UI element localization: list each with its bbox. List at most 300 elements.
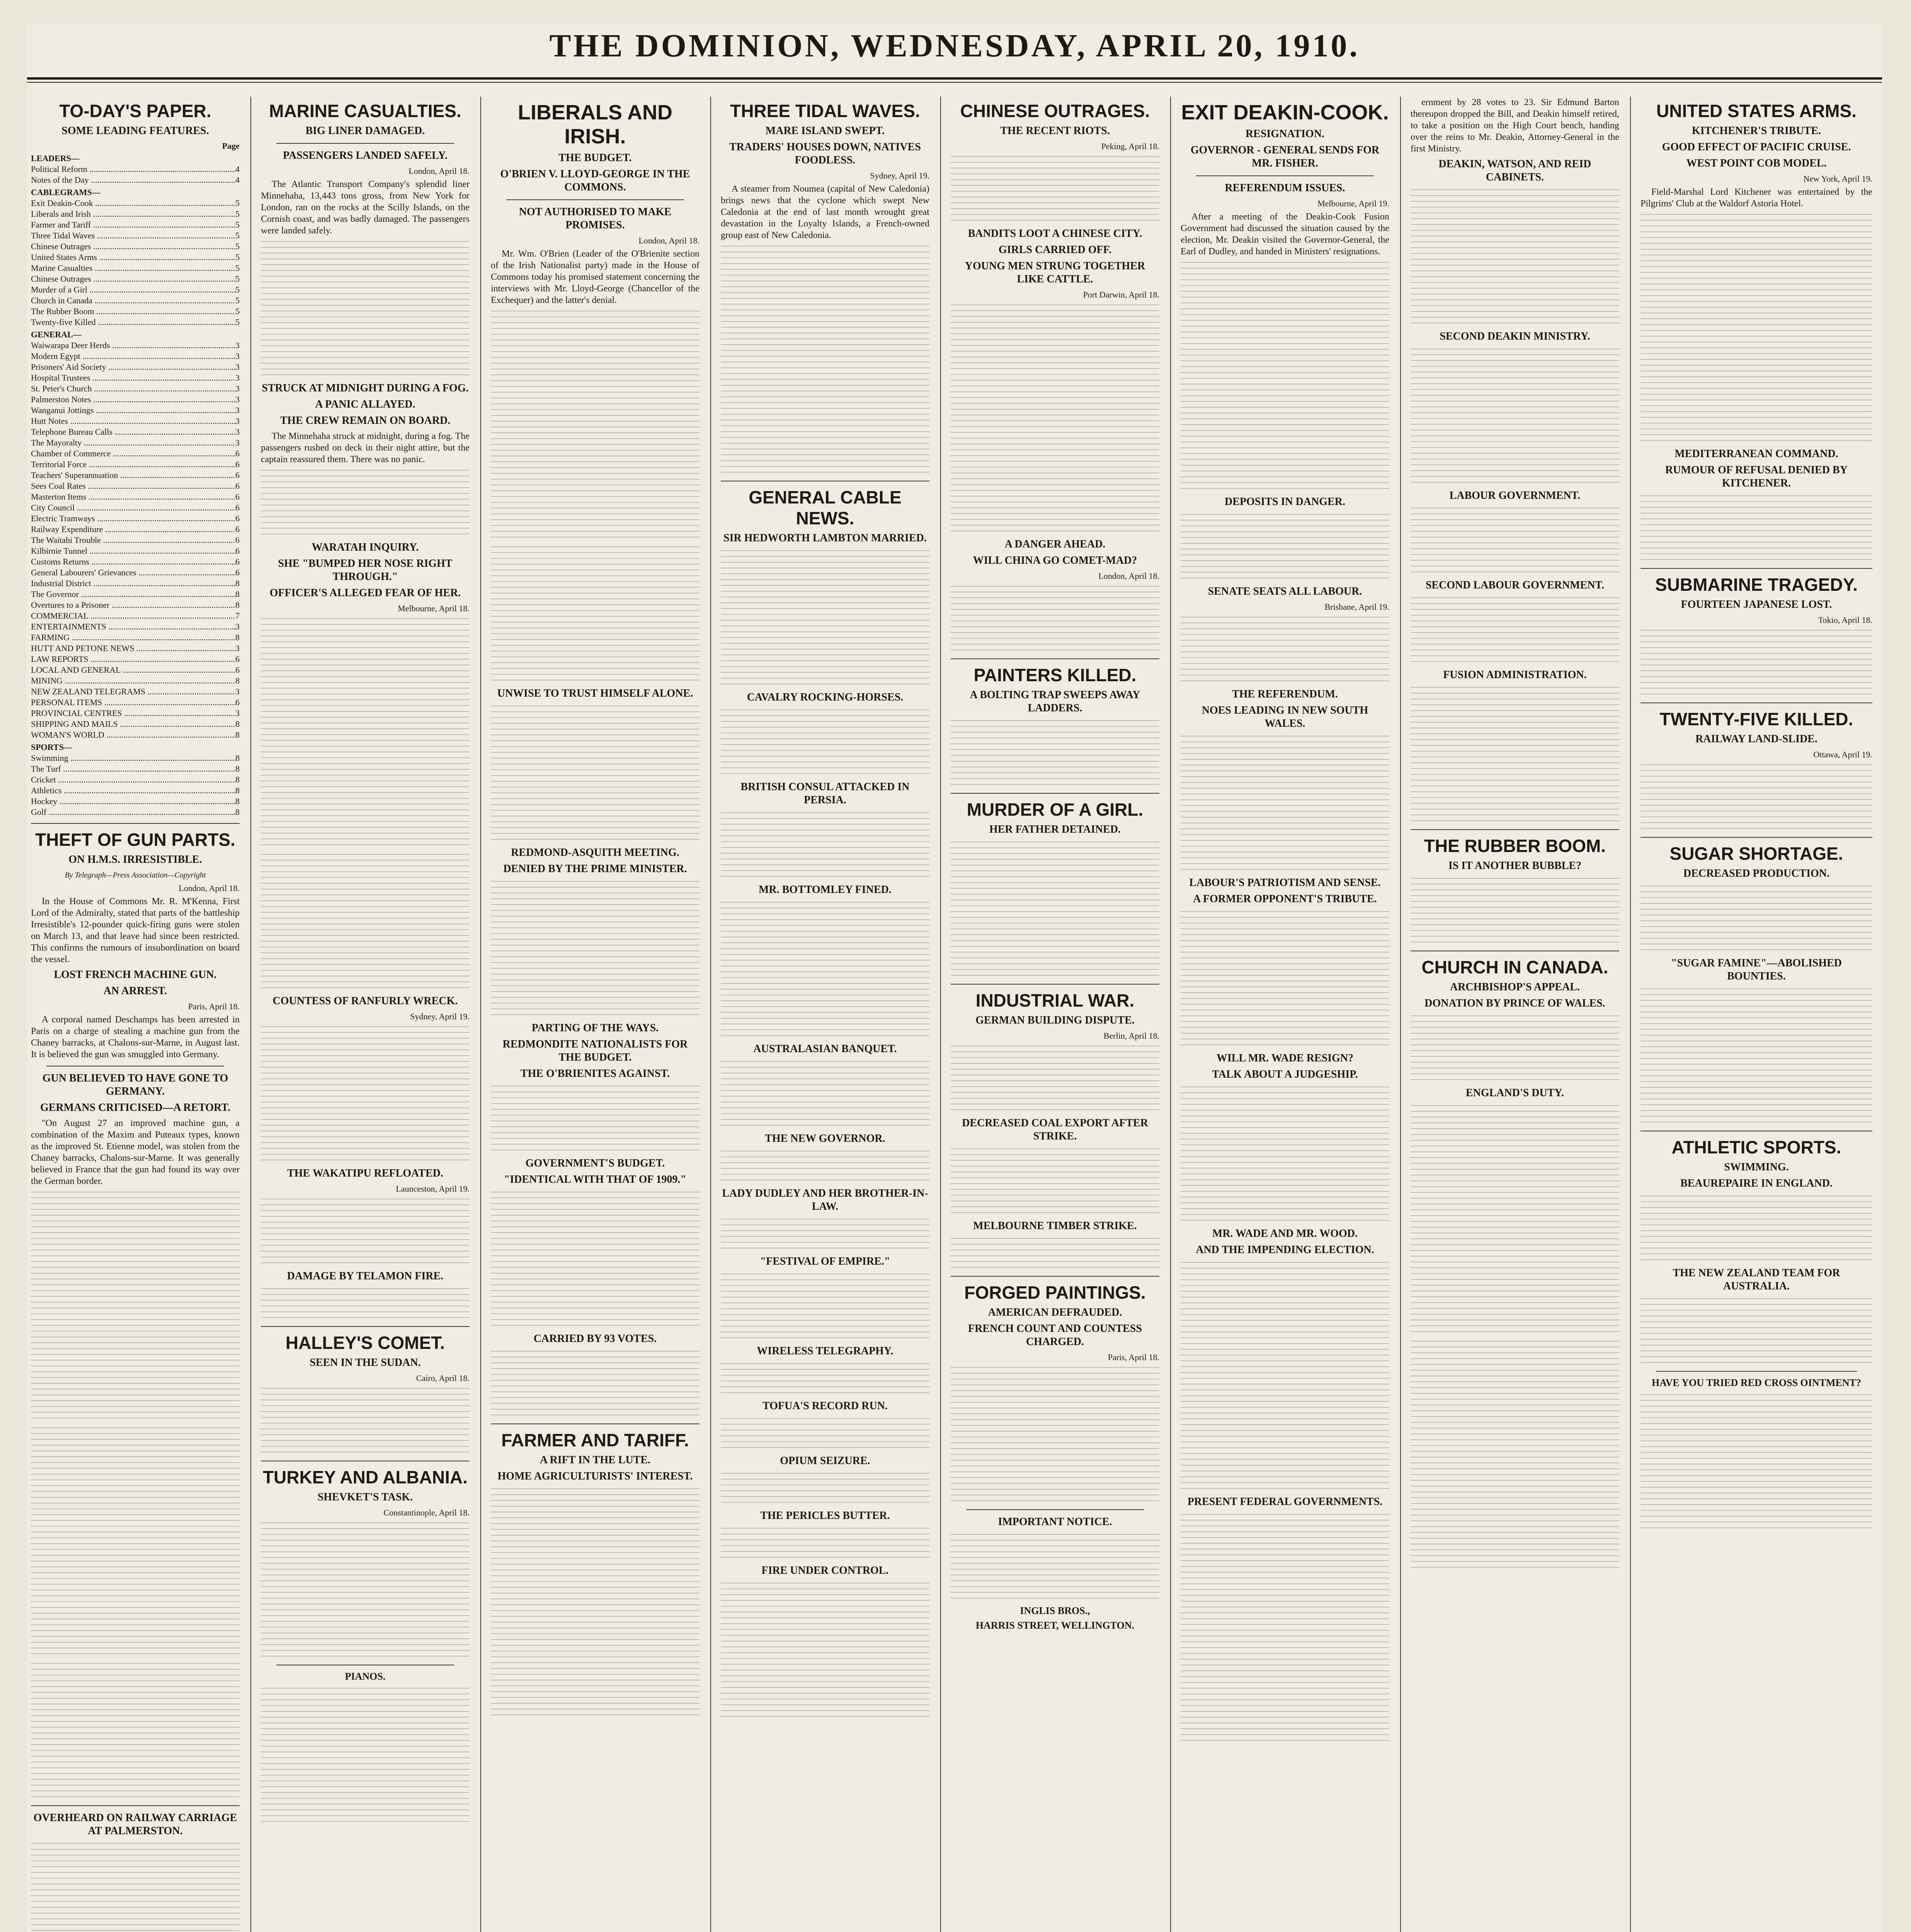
body-text (261, 239, 470, 378)
body-text (1411, 505, 1619, 575)
divider (31, 1805, 240, 1806)
toc-entry-page: 7 (235, 611, 240, 621)
toc-entry-title: Modern Egypt ..... (31, 351, 235, 362)
subhead: DEAKIN, WATSON, AND REID CABINETS. (1438, 158, 1591, 183)
toc-entry (31, 546, 240, 556)
headline: INDUSTRIAL WAR. (975, 990, 1135, 1010)
toc-entry-page: 6 (235, 449, 240, 458)
subhead: TOFUA'S RECORD RUN. (762, 1400, 888, 1412)
toc-entry-title: City Council ..... (31, 502, 235, 513)
body-text (1411, 187, 1619, 326)
subhead: MARE ISLAND SWEPT. (765, 125, 885, 137)
toc-entry (31, 719, 240, 730)
subhead: FUSION ADMINISTRATION. (1443, 669, 1587, 681)
paragraph: A corporal named Deschamps has been arrested in Paris on a charge of stealing a machine gun from the Chaney barracks, at Chalons-sur-Marne, in August last. It is believed the gun was smuggled into Germany. (31, 1015, 240, 1060)
subhead: WILL MR. WADE RESIGN? (1216, 1052, 1354, 1064)
body-text (951, 839, 1159, 978)
subhead: AND THE IMPENDING ELECTION. (1196, 1244, 1374, 1256)
toc-entry-title: Liberals and Irish ..... (31, 209, 235, 219)
subhead: IS IT ANOTHER BUBBLE? (1448, 860, 1582, 872)
advert-name: INGLIS BROS., (1020, 1605, 1090, 1616)
toc-entry-page: 5 (235, 263, 240, 273)
toc-entry (31, 340, 240, 351)
headline: THEFT OF GUN PARTS. (35, 830, 235, 850)
body-text (1640, 212, 1872, 444)
toc-entry-title: PERSONAL ITEMS ..... (31, 697, 235, 708)
subhead: CAVALRY ROCKING-HORSES. (747, 691, 904, 703)
toc-entry (31, 513, 240, 524)
toc-entry (31, 372, 240, 383)
toc-entry-page: 5 (235, 285, 240, 294)
headline: MURDER OF A GIRL. (967, 799, 1144, 820)
subhead: FIRE UNDER CONTROL. (761, 1565, 889, 1577)
toc-entry (31, 611, 240, 621)
subhead: A RIFT IN THE LUTE. (539, 1454, 651, 1466)
subhead: GERMAN BUILDING DISPUTE. (975, 1014, 1135, 1026)
toc-entry-title: Hutt Notes ..... (31, 416, 235, 427)
toc-entry-title: Farmer and Tariff ..... (31, 219, 235, 230)
toc-entry (31, 708, 240, 719)
dateline: Launceston, April 19. (396, 1184, 470, 1194)
headline: TO-DAY'S PAPER. (59, 101, 211, 121)
paragraph: The Atlantic Transport Company's splendid liner Minnehaha, 13,443 tons gross, from New York for London, ran on the rocks at the Scilly Islands, on the Cornish coast, and was badly damaged. The passengers were landed safely. (261, 179, 470, 236)
body-text (1640, 493, 1872, 563)
toc-entry-page: 8 (235, 753, 240, 763)
toc-entry (31, 470, 240, 481)
toc-entry-title: Church in Canada ..... (31, 295, 235, 306)
advert-text (1640, 1392, 1872, 1531)
column-rule (710, 97, 711, 1932)
toc-entry-title: Notes of the Day ..... (31, 175, 235, 185)
body-text (721, 1471, 929, 1505)
subhead: PARTING OF THE WAYS. (531, 1022, 659, 1034)
body-text (1411, 876, 1619, 945)
toc-entry (31, 274, 240, 284)
toc-entry-page: 3 (235, 438, 240, 447)
body-text (491, 1349, 699, 1418)
toc-entry-page: 3 (235, 384, 240, 393)
toc-entry-title: St. Peter's Church ..... (31, 383, 235, 394)
body-text (491, 879, 699, 1018)
toc-entry-title: The Mayoralty ..... (31, 437, 235, 448)
subhead: SECOND LABOUR GOVERNMENT. (1425, 579, 1605, 591)
subhead: "IDENTICAL WITH THAT OF 1909." (504, 1173, 687, 1185)
subhead: TRADERS' HOUSES DOWN, NATIVES FOODLESS. (729, 141, 921, 166)
subhead: MEDITERRANEAN COMMAND. (1674, 448, 1838, 460)
subhead: CARRIED BY 93 VOTES. (533, 1333, 657, 1345)
body-text (721, 243, 929, 475)
column-5 (951, 97, 1159, 1932)
subhead: "FESTIVAL OF EMPIRE." (760, 1255, 890, 1267)
toc-entry-page: 6 (235, 568, 240, 577)
toc-entry-page: 3 (235, 395, 240, 404)
body-text (721, 810, 929, 879)
subhead: AMERICAN DEFRAUDED. (988, 1306, 1122, 1318)
divider (1656, 1371, 1857, 1372)
headline: ATHLETIC SPORTS. (1671, 1137, 1841, 1157)
subhead: DECREASED COAL EXPORT AFTER STRIKE. (962, 1117, 1148, 1142)
subhead: HOME AGRICULTURISTS' INTEREST. (497, 1470, 693, 1482)
toc-entry-page: 3 (235, 340, 240, 350)
dateline: Brisbane, April 19. (1324, 602, 1389, 612)
toc-entry-title: SHIPPING AND MAILS ..... (31, 719, 235, 730)
toc-entry-page: 3 (235, 362, 240, 372)
toc-entry-title: Wanganui Jottings ..... (31, 405, 235, 416)
divider (31, 823, 240, 824)
headline: CHINESE OUTRAGES. (960, 101, 1150, 121)
dateline: Melbourne, April 19. (1317, 199, 1389, 208)
toc-entry-title: Swimming ..... (31, 753, 235, 764)
toc-group-heading: GENERAL— (31, 330, 82, 339)
toc-entry (31, 785, 240, 796)
toc-entry-page: 3 (235, 427, 240, 437)
subhead: WEST POINT COB MODEL. (1686, 157, 1827, 169)
subhead: REDMONDITE NATIONALISTS FOR THE BUDGET. (502, 1038, 688, 1063)
toc-entry (31, 654, 240, 665)
toc-entry (31, 427, 240, 437)
toc-entry-title: General Labourers' Grievances ..... (31, 567, 235, 578)
subhead: THE WAKATIPU REFLOATED. (287, 1167, 443, 1179)
toc-entry (31, 448, 240, 459)
toc-entry (31, 252, 240, 263)
dateline: London, April 18. (179, 883, 240, 893)
toc-entry-page: 6 (235, 459, 240, 469)
column-rule (940, 97, 941, 1932)
subhead: MR. BOTTOMLEY FINED. (759, 884, 892, 896)
toc-entry-page: 6 (235, 492, 240, 502)
advert-heading: PIANOS. (345, 1671, 386, 1682)
divider (951, 1276, 1159, 1277)
column-rule (1400, 97, 1401, 1932)
toc-entry (31, 394, 240, 405)
body-text (31, 1661, 240, 1800)
toc-entry-page: 8 (235, 775, 240, 784)
toc-group-heading: SPORTS— (31, 742, 72, 752)
body-text (491, 1189, 699, 1328)
toc-entry-title: LOCAL AND GENERAL ..... (31, 665, 235, 675)
divider (951, 658, 1159, 659)
subhead: THE NEW GOVERNOR. (765, 1133, 885, 1145)
subhead: ARCHBISHOP'S APPEAL. (1450, 981, 1580, 993)
toc-entry-title: Telephone Bureau Calls ..... (31, 427, 235, 437)
toc-entry (31, 665, 240, 675)
toc-entry (31, 632, 240, 643)
toc-entry-title: MINING ..... (31, 675, 235, 686)
dateline: Paris, April 18. (1108, 1352, 1159, 1362)
divider (1640, 568, 1872, 569)
newspaper-page (27, 23, 1882, 1932)
headline: THE RUBBER BOOM. (1424, 836, 1606, 856)
subhead: DECREASED PRODUCTION. (1683, 867, 1830, 879)
column-8 (1640, 97, 1872, 1932)
subhead: FRENCH COUNT AND COUNTESS CHARGED. (968, 1323, 1142, 1348)
divider (506, 199, 684, 200)
column-rule (1630, 97, 1631, 1932)
subhead: THE REFERENDUM. (1232, 688, 1338, 700)
subhead: ON H.M.S. IRRESISTIBLE. (68, 854, 202, 866)
subhead: UNWISE TO TRUST HIMSELF ALONE. (497, 687, 693, 699)
subhead: DONATION BY PRINCE OF WALES. (1424, 997, 1605, 1009)
subhead: IMPORTANT NOTICE. (998, 1516, 1112, 1528)
subhead: "SUGAR FAMINE"—ABOLISHED BOUNTIES. (1671, 957, 1842, 982)
body-text (1411, 346, 1619, 485)
toc-entry-page: 5 (235, 220, 240, 230)
toc-entry-page: 5 (235, 242, 240, 251)
toc-entry-title: Railway Expenditure ..... (31, 524, 235, 535)
toc-entry-page: 5 (235, 274, 240, 284)
toc-entry-page: 8 (235, 796, 240, 806)
advert-heading: HAVE YOU TRIED RED CROSS OINTMENT? (1651, 1377, 1861, 1388)
toc-entry-title: COMMERCIAL ..... (31, 611, 235, 621)
toc-entry (31, 175, 240, 185)
subhead: SWIMMING. (1724, 1161, 1789, 1173)
headline: GENERAL CABLE NEWS. (749, 487, 902, 528)
toc-entry-title: Chinese Outrages ..... (31, 241, 235, 252)
body-text (721, 1526, 929, 1560)
paragraph: After a meeting of the Deakin-Cook Fusion Government had discussed the situation caused by the election, Mr. Deakin visited the Governor-General, the Earl of Dudley, and handed in Ministers' resignations. (1181, 212, 1389, 257)
toc-entry (31, 589, 240, 600)
subhead: WILL CHINA GO COMET-MAD? (973, 554, 1137, 566)
toc-entry (31, 263, 240, 274)
paragraph: In the House of Commons Mr. R. M'Kenna, First Lord of the Admiralty, stated that parts of the battleship Irresistible's 12-pounder quick-firing guns were stolen on March 13, and that leave had since been restricted. This confirms the rumours of insubordination on board the vessel. (31, 896, 240, 964)
subhead: GUN BELIEVED TO HAVE GONE TO GERMANY. (42, 1072, 228, 1097)
subhead: AUSTRALASIAN BANQUET. (753, 1043, 897, 1055)
dateline: London, April 18. (638, 236, 699, 245)
toc-entry-title: Prisoners' Aid Society ..... (31, 362, 235, 372)
toc-entry (31, 306, 240, 317)
body-text (1640, 1296, 1872, 1366)
paragraph: A steamer from Noumea (capital of New Caledonia) brings news that the cyclone which swept New Caledonia at the end of last month wrought great devastation in the Loyalty Islands, a French-owned group east of New Caledonia. (721, 184, 929, 240)
toc-entry-title: Exit Deakin-Cook ..... (31, 198, 235, 209)
toc-entry-title: Territorial Force ..... (31, 459, 235, 470)
column-7 (1411, 97, 1619, 1932)
toc-entry-title: Palmerston Notes ..... (31, 394, 235, 405)
toc-entry (31, 697, 240, 708)
body-text (1640, 986, 1872, 1125)
subhead: GOVERNOR - GENERAL SENDS FOR MR. FISHER. (1190, 144, 1380, 169)
toc-entry (31, 492, 240, 502)
subhead: A BOLTING TRAP SWEEPS AWAY LADDERS. (970, 689, 1140, 714)
dateline: Constantinople, April 18. (383, 1508, 470, 1517)
subhead: REDMOND-ASQUITH MEETING. (511, 847, 679, 859)
body-text (1181, 1260, 1389, 1492)
advert-text (261, 1685, 470, 1825)
toc-entry-title: Sees Coal Rates ..... (31, 481, 235, 492)
toc-entry-title: Hockey ..... (31, 796, 235, 807)
body-text (1640, 1193, 1872, 1263)
column-rule (480, 97, 481, 1932)
headline: UNITED STATES ARMS. (1656, 101, 1857, 121)
toc-entry-page: 5 (235, 198, 240, 208)
toc-entry-page: 8 (235, 719, 240, 729)
toc-entry (31, 209, 240, 219)
subhead: PASSENGERS LANDED SAFELY. (282, 150, 448, 162)
toc-entry (31, 317, 240, 328)
toc-entry-title: Political Reform ..... (31, 164, 235, 175)
body-text (721, 1271, 929, 1341)
subhead: BRITISH CONSUL ATTACKED IN PERSIA. (740, 781, 910, 806)
body-text (261, 1286, 470, 1321)
toc-entry-title: Overtures to a Prisoner ..... (31, 600, 235, 611)
subhead: THE PERICLES BUTTER. (760, 1510, 890, 1522)
subhead: KITCHENER'S TRIBUTE. (1691, 125, 1821, 137)
toc-group-heading: CABLEGRAMS— (31, 187, 100, 197)
dateline: Berlin, April 18. (1103, 1031, 1159, 1041)
subhead: DEPOSITS IN DANGER. (1225, 496, 1345, 508)
toc-entry-page: 6 (235, 654, 240, 664)
subhead: REFERENDUM ISSUES. (1225, 182, 1345, 194)
subhead: DENIED BY THE PRIME MINISTER. (503, 863, 687, 875)
toc-entry-title: Industrial District ..... (31, 578, 235, 589)
subhead: GOOD EFFECT OF PACIFIC CRUISE. (1662, 141, 1851, 153)
body-text (951, 302, 1159, 534)
toc-entry-page: 3 (235, 687, 240, 696)
subhead: SEEN IN THE SUDAN. (310, 1357, 421, 1369)
toc-entry-page: 8 (235, 764, 240, 774)
headline: PAINTERS KILLED. (973, 665, 1137, 685)
toc-entry-title: The Rubber Boom ..... (31, 306, 235, 317)
toc-entry (31, 351, 240, 362)
dateline: Peking, April 18. (1101, 141, 1159, 151)
paragraph: ernment by 28 votes to 23. Sir Edmund Barton thereupon dropped the Bill, and Deakin himself retired, to take a position on the High Court bench, handing over the reins to Mr. Deakin, Attorney-General in the first Ministry. (1411, 97, 1619, 154)
toc-entry-page: 5 (235, 317, 240, 327)
subhead: SHE "BUMPED HER NOSE RIGHT THROUGH." (278, 558, 453, 583)
body-text (1640, 883, 1872, 953)
body-text (261, 616, 470, 848)
toc-entry-page: 8 (235, 578, 240, 588)
toc-entry (31, 416, 240, 427)
toc-entry-page: 3 (235, 708, 240, 718)
subhead: A PANIC ALLAYED. (315, 398, 415, 410)
subhead: TALK ABOUT A JUDGESHIP. (1212, 1068, 1358, 1080)
toc-entry-title: ENTERTAINMENTS ..... (31, 621, 235, 632)
toc-entry-page: 6 (235, 697, 240, 707)
divider (966, 1509, 1144, 1510)
body-text (31, 1189, 240, 1421)
subhead: RUMOUR OF REFUSAL DENIED BY KITCHENER. (1665, 464, 1848, 489)
subhead: OFFICER'S ALLEGED FEAR OF HER. (269, 587, 461, 599)
toc-entry-title: Hospital Trustees ..... (31, 372, 235, 383)
toc-entry-page: 6 (235, 503, 240, 512)
subhead: SHEVKET'S TASK. (317, 1491, 413, 1503)
divider (491, 1423, 699, 1424)
headline: TURKEY AND ALBANIA. (263, 1467, 468, 1487)
body-text (1181, 1084, 1389, 1223)
column-4 (721, 97, 929, 1932)
body-text (261, 1024, 470, 1163)
masthead-rule (27, 77, 1882, 80)
toc-entry-title: Athletics ..... (31, 785, 235, 796)
toc-entry-page: 8 (235, 589, 240, 599)
headline: SUBMARINE TRAGEDY. (1655, 575, 1858, 595)
body-text (721, 1148, 929, 1183)
paragraph: "On August 27 an improved machine gun, a combination of the Maxim and Puteaux types, known as the improved St. Etienne model, was stolen from the Chaney barracks, Chalons-sur-Marne. It was generally believed in France that the gun had found its way over the German border. (31, 1118, 240, 1186)
body-text (951, 583, 1159, 653)
toc-group-heading: LEADERS— (31, 153, 80, 163)
toc-entry-title: The Waitahi Trouble ..... (31, 535, 235, 546)
toc-entry-page: 3 (235, 351, 240, 361)
subhead: RESIGNATION. (1245, 128, 1325, 140)
body-text (721, 900, 929, 1039)
divider (1640, 837, 1872, 838)
toc-entry-page: 8 (235, 807, 240, 817)
headline: THREE TIDAL WAVES. (730, 101, 920, 121)
subhead: NOES LEADING IN NEW SOUTH WALES. (1201, 704, 1368, 730)
subhead: THE RECENT RIOTS. (1000, 125, 1110, 137)
paragraph: The Minnehaha struck at midnight, during a fog. The passengers rushed on deck in their night attire, but the captain reassured them. There was no panic. (261, 431, 470, 464)
toc-entry-title: Kilbirnie Tunnel ..... (31, 546, 235, 556)
body-text (1181, 733, 1389, 872)
toc-entry-title: Electric Tramways ..... (31, 513, 235, 524)
subhead: YOUNG MEN STRUNG TOGETHER LIKE CATTLE. (965, 260, 1145, 285)
subhead: WARATAH INQUIRY. (311, 541, 419, 553)
body-text (261, 1196, 470, 1266)
subhead: OPIUM SEIZURE. (780, 1455, 870, 1467)
divider (1196, 175, 1374, 176)
toc-entry (31, 675, 240, 686)
body-text (951, 1236, 1159, 1270)
body-text (721, 1580, 929, 1719)
advert-address: HARRIS STREET, WELLINGTON. (975, 1620, 1135, 1631)
toc-entry-title: The Turf ..... (31, 764, 235, 774)
headline: FORGED PAINTINGS. (964, 1282, 1146, 1303)
toc-entry-page: 3 (235, 373, 240, 383)
body-text (261, 852, 470, 991)
divider (261, 1326, 470, 1327)
body-text (1411, 1013, 1619, 1083)
divider (1411, 829, 1619, 830)
body-text (951, 1043, 1159, 1113)
toc-entry (31, 284, 240, 295)
toc-entry-page: 4 (235, 164, 240, 174)
dateline: Paris, April 18. (188, 1002, 240, 1011)
dateline: Sydney, April 19. (870, 171, 929, 180)
toc-entry-page: 8 (235, 786, 240, 795)
headline: CHURCH IN CANADA. (1421, 957, 1608, 977)
subhead: SECOND DEAKIN MINISTRY. (1440, 330, 1590, 342)
toc-entry-title: LAW REPORTS ..... (31, 654, 235, 665)
body-text (1411, 1338, 1619, 1570)
subhead: DAMAGE BY TELAMON FIRE. (287, 1270, 444, 1282)
column-rule (1170, 97, 1171, 1932)
toc-entry (31, 643, 240, 654)
body-text (951, 1146, 1159, 1216)
toc-entry (31, 164, 240, 175)
subhead: THE BUDGET. (558, 152, 632, 164)
toc-entry (31, 524, 240, 535)
toc-entry-page: 8 (235, 633, 240, 642)
body-text (491, 703, 699, 842)
subhead: AN ARREST. (103, 985, 167, 997)
subhead: LABOUR GOVERNMENT. (1449, 490, 1581, 502)
body-text (721, 1416, 929, 1451)
body-text (1181, 614, 1389, 684)
subhead: LOST FRENCH MACHINE GUN. (54, 969, 217, 981)
toc-entry-title: The Governor ..... (31, 589, 235, 600)
body-text (1181, 909, 1389, 1048)
toc-entry (31, 796, 240, 807)
toc-entry-title: Twenty-five Killed ..... (31, 317, 235, 328)
toc-entry-page: 3 (235, 643, 240, 653)
headline: MARINE CASUALTIES. (269, 101, 461, 121)
body-text (1411, 595, 1619, 665)
toc-entry (31, 567, 240, 578)
toc-entry-title: Cricket ..... (31, 774, 235, 785)
body-text (951, 718, 1159, 787)
toc-entry-title: Chamber of Commerce ..... (31, 448, 235, 459)
toc-entry (31, 556, 240, 567)
toc-entry-page: 5 (235, 296, 240, 305)
